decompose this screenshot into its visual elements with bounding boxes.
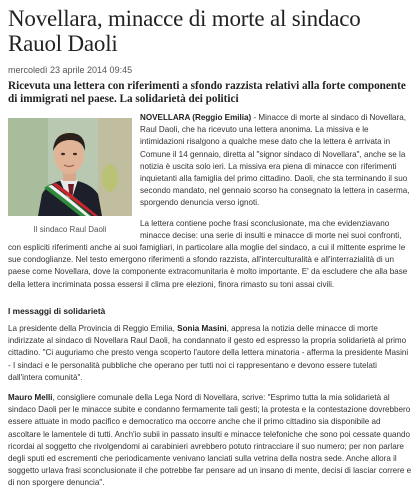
article-summary: Ricevuta una lettera con riferimenti a sfondo razzista relativi alla forte componente di immigrati nel paese. La solidarietà dei politici bbox=[8, 80, 406, 105]
section-heading: I messaggi di solidarietà bbox=[8, 305, 106, 316]
paragraph-3-text-a: La presidente della Provincia di Reggio Emilia, bbox=[8, 324, 178, 334]
name-mauro-melli: Mauro Melli bbox=[8, 393, 53, 403]
article-figure bbox=[8, 118, 132, 236]
name-sonia-masini: Sonia Masini bbox=[177, 324, 227, 334]
paragraph-4 bbox=[8, 392, 413, 490]
dateline: NOVELLARA (Reggio Emilia) bbox=[140, 113, 252, 122]
mayor-photo[interactable] bbox=[8, 118, 132, 216]
photo-caption: Il sindaco Raul Daoli bbox=[33, 225, 107, 234]
article-date: mercoledì 23 aprile 2014 09:45 bbox=[8, 65, 133, 75]
paragraph-3 bbox=[8, 323, 413, 384]
article-title: Novellara, minacce di morte al sindaco Rauol Daoli bbox=[8, 6, 361, 56]
paragraph-2: La lettera contiene poche frasi sconclusionate, ma che evidenziavano minacce decise: una serie di insulti e minacce di morte nei suoi confronti, con espliciti riferimenti anche ai suoi famigliari, in particolare alla moglie del sindaco, a cui il mittente esprime le sue condoglianze. Nel testo emergono riferimenti a sfondo razzista, all'interculturalità e all'interrazialità di un paese come Novellara, dove la componente extracomunitaria è molto importante. E' da escludere che alla base della lettera incriminata possa essersi il clima pre elezioni, finora rimasto su toni assai civili. bbox=[8, 218, 408, 289]
article bbox=[0, 6, 419, 490]
mayor-portrait-image bbox=[8, 118, 132, 216]
article-body bbox=[8, 112, 413, 490]
lead-text: - Minacce di morte al sindaco di Novellara, Raul Daoli, che ha ricevuto una lettera anonima. La missiva e le intimidazioni risalgono a qualche mese dato che la lettera è arrivata in Comune il 14 gennaio, diretta al "signor sindaco di Novellara", anche se la notizia è uscita solo ieri. La missiva era piena di minacce con riferimenti inquietanti alla famiglia del primo cittadino. Daoli, che sta terminando il suo secondo mandato, nel gennaio scorso ha consegnato la lettera in caserma, sporgendo denuncia verso ignoti. bbox=[140, 113, 410, 208]
paragraph-3-text-b: , appresa la notizia delle minacce di morte indirizzate al sindaco di Novellara Raul Daoli, ha condannato il gesto ed espresso la propria solidarietà al primo cittadino. "Ci auguriamo che presto venga scoperto l'autore della lettera minatoria - afferma la presidente Masini - I sindaci e le personalità pubbliche che operano per tutti noi ci rappresentano e devono essere tutelati dall'intera comunità". bbox=[8, 324, 409, 382]
paragraph-4-text: , consigliere comunale della Lega Nord di Novellara, scrive: "Esprimo tutta la mia solidarietà al sindaco Daoli per le minacce subite e condanno fermamente tali gesti; la protesta e la contestazione dovrebbero essere attuate in modo pacifico e democratico ma occorre anche che il primo cittadino sia disponibile ad ascoltare le lamentele di tutti. Anch'io subii in passato insulti e minacce telefoniche che sono poi cessate quando ricordai al soggetto che rivolgendomi ai carabinieri avrebbero potuto rintracciare il suo numero; per non parlare degli sputi ed escrementi che periodicamente venivano lanciati sulla vetrina della nostra sede. Anche allora il soggetto urlava frasi sconclusionate il che potrebbe far pensare ad un insano di mente, decisi di lasciar correre e di non sporgere denuncia". bbox=[8, 393, 412, 488]
